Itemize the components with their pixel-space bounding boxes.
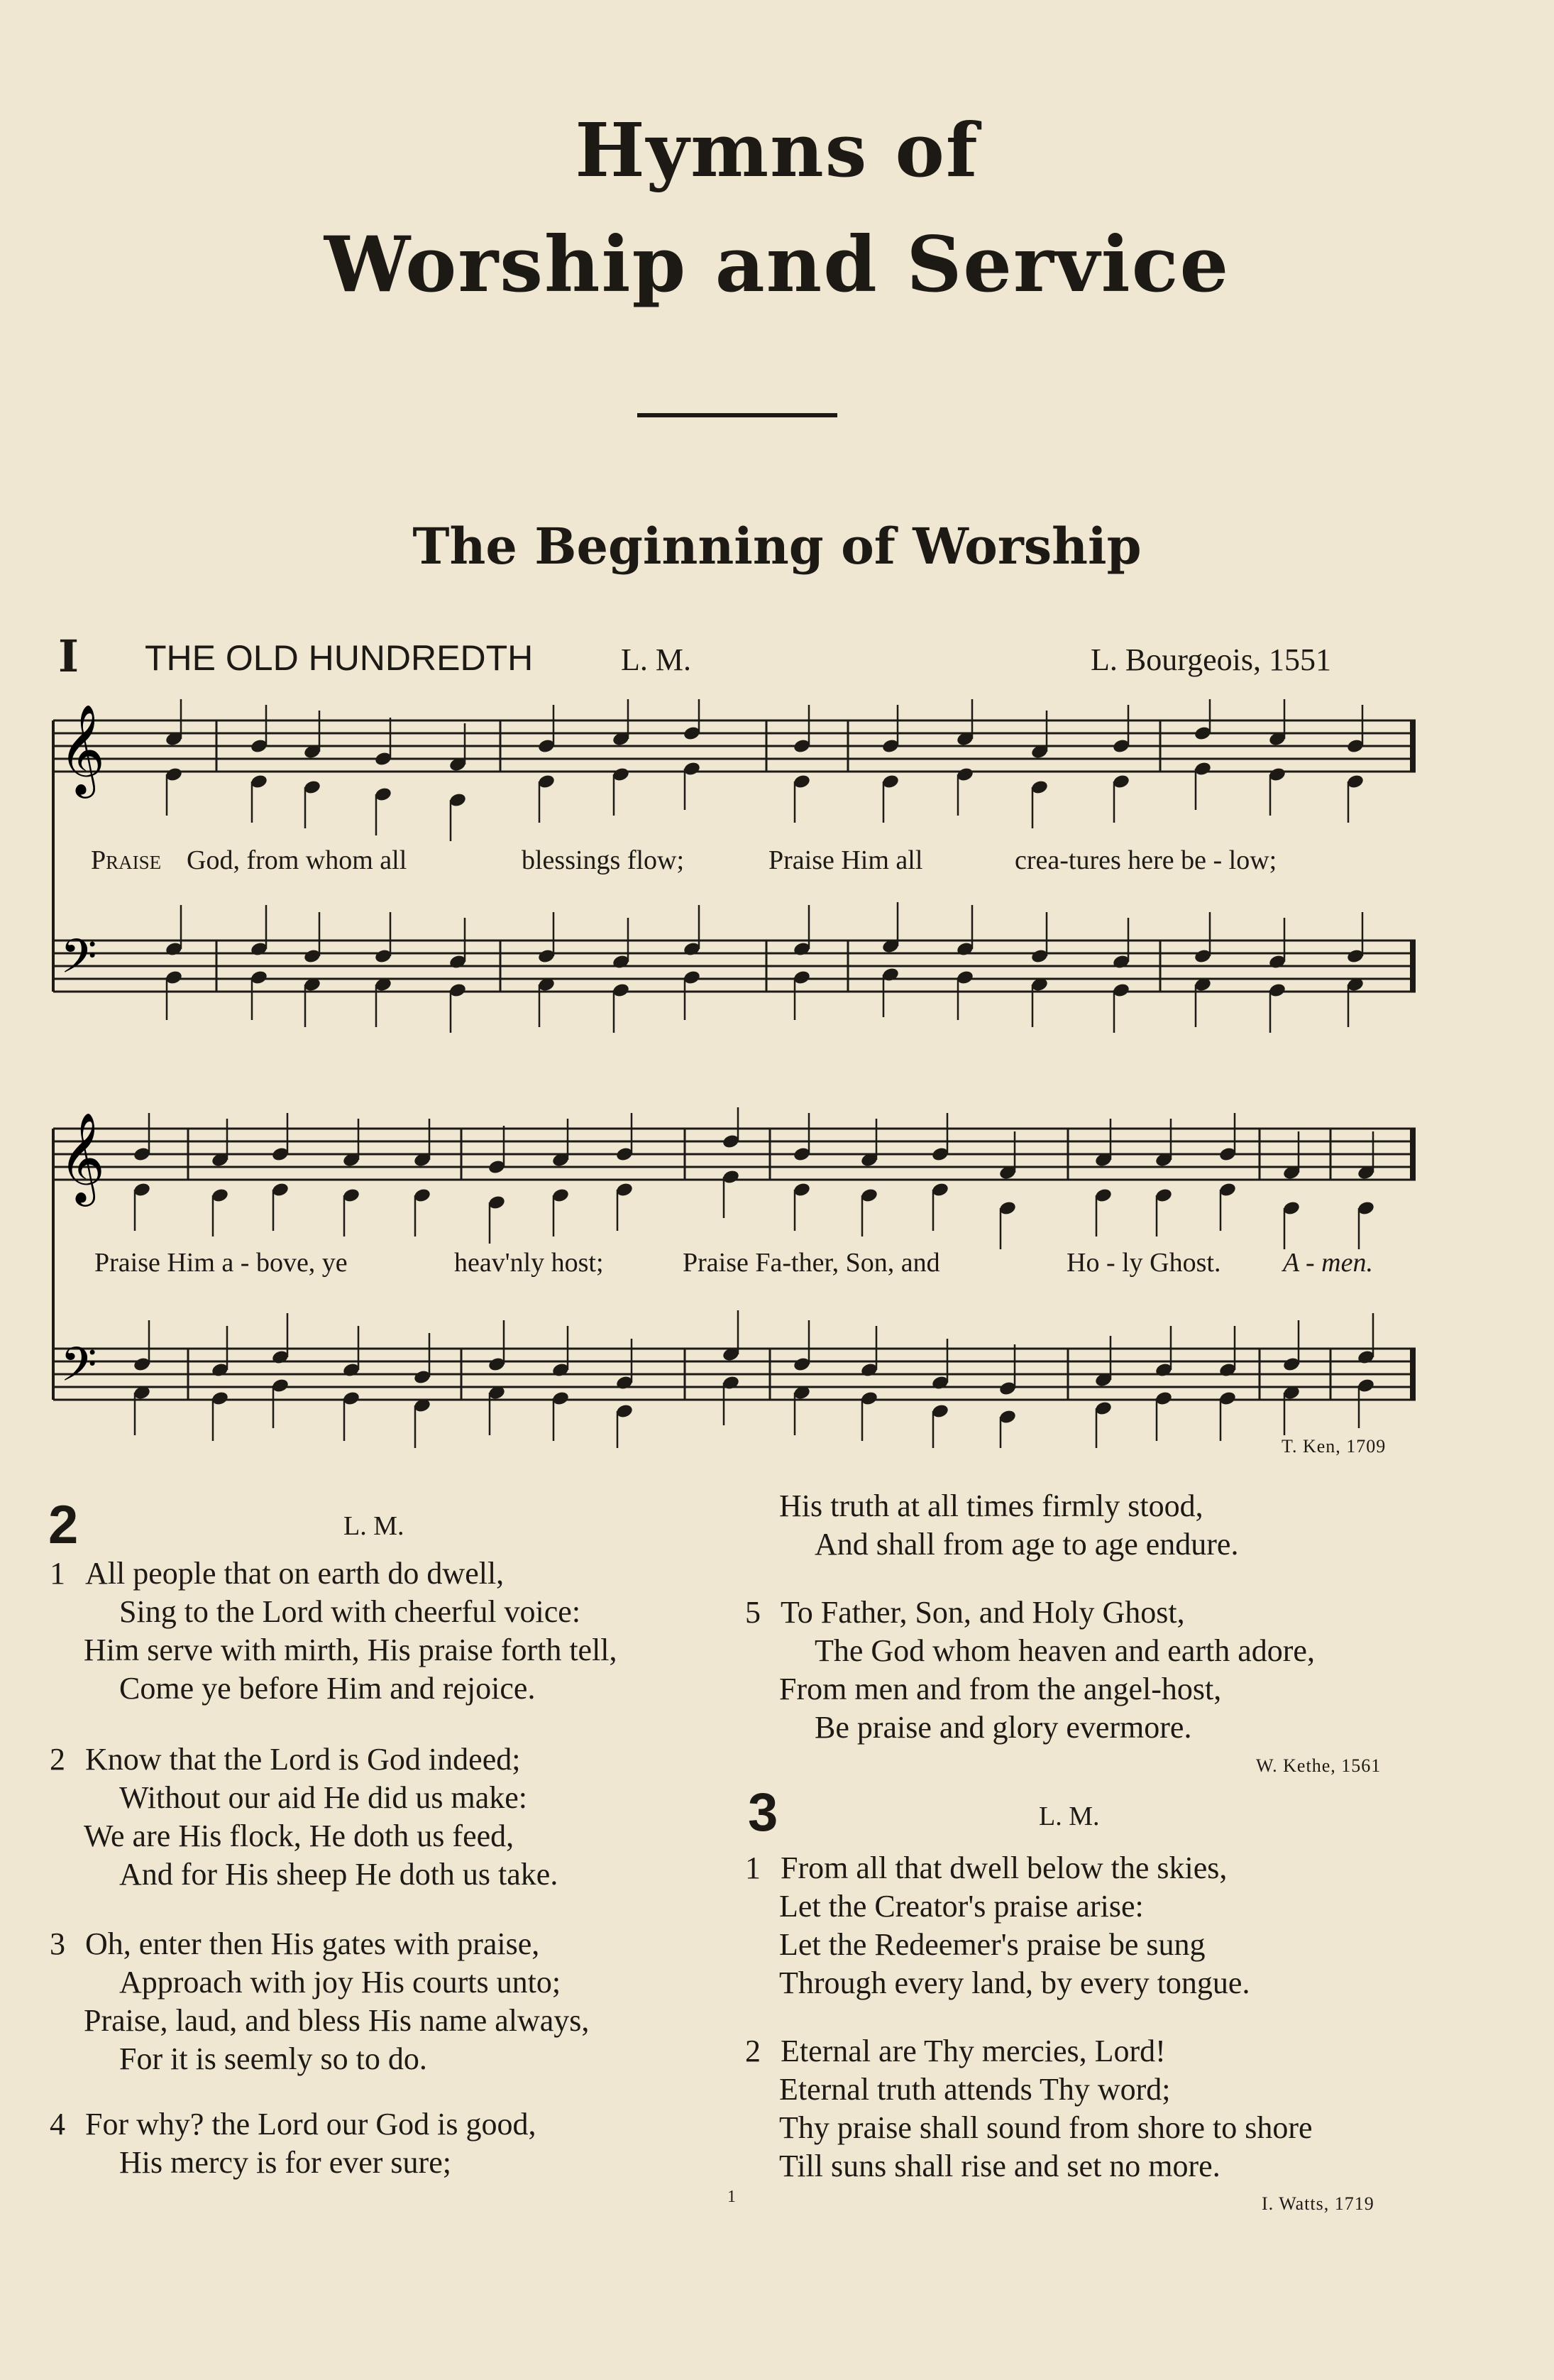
lyric-word: blessings flow; — [522, 845, 685, 875]
verse-line: Be praise and glory evermore. — [815, 1710, 1192, 1745]
section-title: The Beginning of Worship — [412, 517, 1142, 576]
stanza: 1 From all that dwell below the skies, Let the Creator's praise arise: Let the Redeemer's praise be sung Through every land, by every tongue. — [745, 1849, 1250, 2002]
verse-line: Let the Redeemer's praise be sung — [779, 1927, 1206, 1962]
hymn-number: 3 — [748, 1782, 778, 1843]
stanza: 1 All people that on earth do dwell, Sing to the Lord with cheerful voice: Him serve with mirth, His praise forth tell, Come ye before Him and rejoice. — [50, 1554, 617, 1708]
verse-line: Till suns shall rise and set no more. — [779, 2149, 1220, 2183]
verse-line: Let the Creator's praise arise: — [779, 1889, 1144, 1924]
verse-line: Through every land, by every tongue. — [779, 1965, 1250, 2000]
title-divider — [637, 413, 837, 417]
verse-line: To Father, Son, and Holy Ghost, — [781, 1595, 1185, 1630]
page-number: 1 — [727, 2188, 736, 2206]
verse-line: Him serve with mirth, His praise forth tell, — [84, 1633, 617, 1667]
verse-line: Thy praise shall sound from shore to shore — [779, 2110, 1313, 2145]
stanza: 2 Eternal are Thy mercies, Lord! Eternal truth attends Thy word; Thy praise shall sound from shore to shore Till suns shall rise and set no more. — [745, 2032, 1313, 2186]
verse-line: We are His flock, He doth us feed, — [84, 1819, 514, 1853]
lyric-word: crea-tures here be - low; — [1015, 845, 1277, 875]
stanza: 2 Know that the Lord is God indeed; Without our aid He did us make: We are His flock, He doth us feed, And for His sheep He doth us take. — [50, 1740, 558, 1894]
verse-line: Know that the Lord is God indeed; — [85, 1742, 521, 1777]
verse-line: From all that dwell below the skies, — [781, 1850, 1228, 1885]
verse-line: From men and from the angel-host, — [779, 1672, 1222, 1706]
final-bar-line — [1410, 1129, 1416, 1180]
treble-clef-icon: 𝄞 — [59, 703, 106, 794]
verse-line: Eternal truth attends Thy word; — [779, 2072, 1171, 2107]
bass-clef-icon: 𝄢 — [60, 1337, 97, 1403]
verse-line: For why? the Lord our God is good, — [85, 2107, 536, 2142]
verse-line: His truth at all times firmly stood, — [779, 1488, 1203, 1523]
text-author: T. Ken, 1709 — [1282, 1436, 1387, 1457]
lyric-word: Praise — [91, 845, 162, 875]
stanza: 3 Oh, enter then His gates with praise, Approach with joy His courts unto; Praise, laud, and bless His name always, For it is seemly so to do. — [50, 1925, 589, 2078]
lyric-word: Praise Him a - bove, ye — [94, 1248, 348, 1278]
hymn-meter: L. M. — [1039, 1802, 1100, 1831]
stanza: 4 For why? the Lord our God is good, His mercy is for ever sure; — [50, 2105, 536, 2182]
composer: L. Bourgeois, 1551 — [1091, 642, 1331, 677]
final-bar-line — [1410, 720, 1416, 772]
verse-line: His mercy is for ever sure; — [119, 2145, 451, 2180]
verse-line: Sing to the Lord with cheerful voice: — [119, 1594, 581, 1629]
tune-name: THE OLD HUNDREDTH — [145, 638, 534, 678]
stanza: 5 To Father, Son, and Holy Ghost, The God whom heaven and earth adore, From men and from the angel-host, Be praise and glory evermore. — [745, 1594, 1315, 1747]
text-author: W. Kethe, 1561 — [1256, 1755, 1382, 1776]
verse-line: Praise, laud, and bless His name always, — [84, 2003, 590, 2038]
verse-line: The God whom heaven and earth adore, — [815, 1633, 1315, 1668]
verse-line: Approach with joy His courts unto; — [119, 1965, 561, 2000]
verse-line: Oh, enter then His gates with praise, — [85, 1926, 540, 1961]
verse-line: Come ye before Him and rejoice. — [119, 1671, 536, 1706]
hymn-meter: L. M. — [343, 1511, 404, 1541]
verse-line: For it is seemly so to do. — [119, 2041, 427, 2076]
final-bar-line — [1410, 1349, 1416, 1400]
book-title-line2: Worship and Service — [324, 220, 1230, 309]
verse-line: And for His sheep He doth us take. — [119, 1857, 558, 1892]
book-title-line1: Hymns of — [575, 106, 979, 194]
lyric-word: A - men. — [1283, 1248, 1373, 1278]
treble-clef-icon: 𝄞 — [59, 1112, 106, 1202]
bass-clef-icon: 𝄢 — [60, 929, 97, 995]
verse-line: Without our aid He did us make: — [119, 1780, 528, 1815]
verse-line: And shall from age to age endure. — [815, 1527, 1239, 1562]
hymn-number: 2 — [48, 1495, 79, 1555]
verse-line: Eternal are Thy mercies, Lord! — [781, 2034, 1166, 2068]
hymn-meter: L. M. — [621, 642, 691, 677]
stanza-continuation — [745, 1487, 1238, 1564]
text-author: I. Watts, 1719 — [1262, 2193, 1374, 2214]
lyric-word: Praise Fa-ther, Son, and — [683, 1248, 940, 1278]
final-bar-line — [1410, 941, 1416, 992]
lyric-word: Praise Him all — [768, 845, 923, 875]
lyric-word: heav'nly host; — [454, 1248, 604, 1278]
hymn-number: I — [58, 630, 79, 682]
lyric-word: Ho - ly Ghost. — [1067, 1248, 1221, 1278]
verse-line: All people that on earth do dwell, — [85, 1556, 505, 1591]
lyric-word: God, from whom all — [187, 845, 407, 875]
